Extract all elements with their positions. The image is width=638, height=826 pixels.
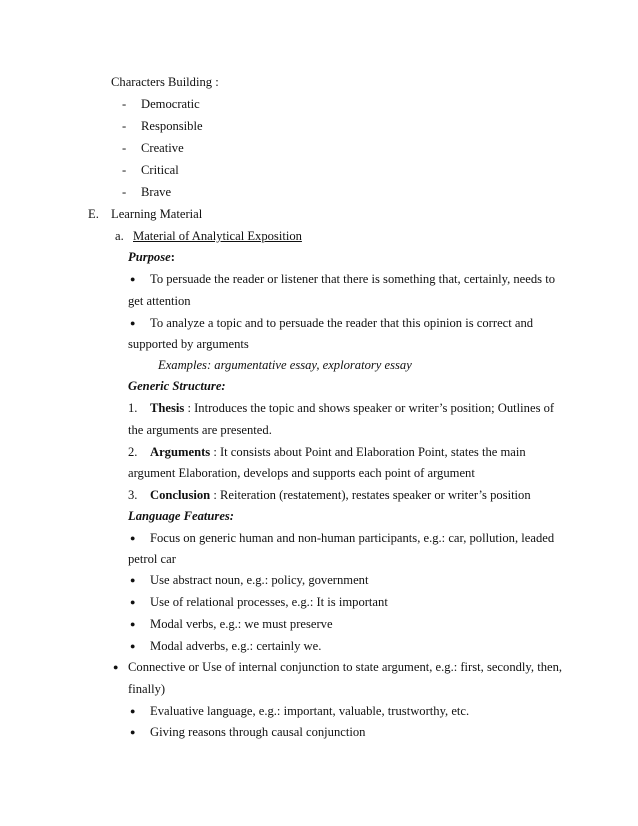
feature-text: Evaluative language, e.g.: important, valuable, trustworthy, etc. bbox=[150, 704, 470, 718]
dash-marker: - bbox=[122, 185, 127, 199]
examples-text: Examples: argumentative essay, exploratory essay bbox=[158, 358, 412, 372]
characters-heading: Characters Building : bbox=[111, 75, 219, 89]
structure-desc: : Reiteration (restatement), restates speaker or writer’s position bbox=[210, 488, 531, 502]
purpose-label: Purpose bbox=[128, 250, 171, 264]
subsection-marker: a. bbox=[115, 229, 124, 243]
structure-item bbox=[150, 400, 554, 416]
purpose-text: To persuade the reader or listener that there is something that, certainly, needs to bbox=[150, 272, 556, 286]
character-item: Creative bbox=[141, 141, 184, 155]
feature-text: Use of relational processes, e.g.: It is important bbox=[150, 595, 388, 609]
purpose-text: To analyze a topic and to persuade the reader that this opinion is correct and bbox=[150, 316, 534, 330]
structure-number: 3. bbox=[128, 488, 138, 502]
structure-heading: Generic Structure: bbox=[128, 379, 226, 393]
dash-marker: - bbox=[122, 141, 127, 155]
bullet-icon: ● bbox=[130, 619, 136, 629]
structure-item bbox=[150, 444, 526, 460]
structure-term: Arguments bbox=[150, 445, 211, 459]
structure-term: Thesis bbox=[150, 401, 185, 415]
structure-desc: the arguments are presented. bbox=[128, 423, 272, 437]
character-item: Responsible bbox=[141, 119, 203, 133]
structure-item bbox=[150, 487, 531, 503]
character-item: Critical bbox=[141, 163, 179, 177]
purpose-heading bbox=[128, 249, 175, 265]
structure-desc: : Introduces the topic and shows speaker or writer’s position; Outlines of bbox=[184, 401, 555, 415]
section-marker: E. bbox=[88, 207, 99, 221]
character-item: Democratic bbox=[141, 97, 200, 111]
bullet-icon: ● bbox=[130, 597, 136, 607]
feature-text: Modal adverbs, e.g.: certainly we. bbox=[150, 639, 322, 653]
purpose-colon: : bbox=[170, 250, 175, 264]
bullet-icon: ● bbox=[130, 318, 136, 328]
character-item: Brave bbox=[141, 185, 172, 199]
bullet-icon: ● bbox=[130, 575, 136, 585]
bullet-icon: ● bbox=[130, 641, 136, 651]
subsection-title: Material of Analytical Exposition bbox=[133, 229, 302, 243]
structure-term: Conclusion bbox=[150, 488, 211, 502]
dash-marker: - bbox=[122, 97, 127, 111]
bullet-icon: ● bbox=[130, 533, 136, 543]
language-heading: Language Features: bbox=[128, 509, 235, 523]
feature-text: Giving reasons through causal conjunction bbox=[150, 725, 366, 739]
feature-text: Connective or Use of internal conjunction to state argument, e.g.: first, secondly, then, bbox=[128, 660, 563, 674]
feature-text: petrol car bbox=[128, 552, 176, 566]
feature-text: Use abstract noun, e.g.: policy, government bbox=[150, 573, 369, 587]
dash-marker: - bbox=[122, 119, 127, 133]
section-title: Learning Material bbox=[111, 207, 203, 221]
structure-desc: argument Elaboration, develops and supports each point of argument bbox=[128, 466, 475, 480]
feature-text: Focus on generic human and non-human participants, e.g.: car, pollution, leaded bbox=[150, 531, 555, 545]
bullet-icon: ● bbox=[113, 662, 119, 672]
bullet-icon: ● bbox=[130, 706, 136, 716]
feature-text: Modal verbs, e.g.: we must preserve bbox=[150, 617, 333, 631]
feature-text: finally) bbox=[128, 682, 166, 696]
structure-number: 1. bbox=[128, 401, 138, 415]
dash-marker: - bbox=[122, 163, 127, 177]
bullet-icon: ● bbox=[130, 727, 136, 737]
purpose-text: supported by arguments bbox=[128, 337, 249, 351]
structure-number: 2. bbox=[128, 445, 138, 459]
purpose-text: get attention bbox=[128, 294, 191, 308]
bullet-icon: ● bbox=[130, 274, 136, 284]
structure-desc: : It consists about Point and Elaboration Point, states the main bbox=[210, 445, 526, 459]
